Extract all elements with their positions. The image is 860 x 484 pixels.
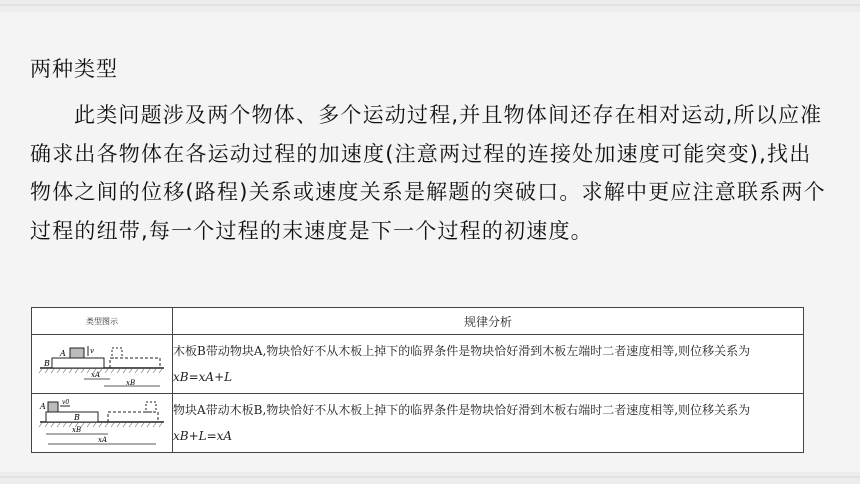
figure-cell-2 bbox=[32, 394, 173, 453]
fig2-label-d2: xA bbox=[98, 436, 108, 444]
header-figure: 类型图示 bbox=[32, 308, 173, 335]
fig2-label-board: B bbox=[74, 413, 80, 422]
block-drives-board-diagram bbox=[36, 397, 168, 449]
analysis-cell-2 bbox=[173, 394, 804, 453]
board-drives-block-diagram bbox=[36, 339, 168, 389]
figure-cell-1 bbox=[32, 335, 173, 394]
table-row bbox=[32, 335, 804, 394]
fig1-label-board: B bbox=[44, 359, 50, 368]
fig1-label-velocity: v bbox=[90, 347, 94, 355]
bottom-stripe bbox=[0, 476, 860, 478]
fig2-label-velocity: v0 bbox=[62, 399, 70, 406]
fig2-label-block: A bbox=[40, 402, 46, 411]
fig2-label-d1: xB bbox=[72, 426, 82, 434]
table-header-row bbox=[32, 308, 804, 335]
top-stripe bbox=[0, 4, 860, 6]
fig1-label-d2: xB bbox=[126, 379, 136, 387]
header-analysis: 规律分析 bbox=[173, 308, 804, 335]
analysis-text: 木板B带动物块A,物块恰好不从木板上掉下的临界条件是物块恰好滑到木板左端时二者速度相等,则位移关系为 bbox=[173, 344, 751, 358]
displacement-formula: xB+L=xA bbox=[173, 429, 233, 443]
body-paragraph: 此类问题涉及两个物体、多个运动过程,并且物体间还存在相对运动,所以应准确求出各物体在各运动过程的加速度(注意两过程的连接处加速度可能突变),找出物体之间的位移(路程)关系或速度关系是解题的突破口。求解中更应注意联系两个过程的纽带,每一个过程的末速度是下一个过程的初速度。 bbox=[30, 103, 826, 243]
displacement-formula: xB=xA+L bbox=[173, 370, 233, 384]
analysis-text: 物块A带动木板B,物块恰好不从木板上掉下的临界条件是物块恰好滑到木板右端时二者速度相等,则位移关系为 bbox=[173, 403, 751, 417]
table-row bbox=[32, 394, 804, 453]
fig1-label-block: A bbox=[60, 349, 66, 358]
analysis-cell-1 bbox=[173, 335, 804, 394]
section-heading: 两种类型 bbox=[30, 57, 118, 81]
fig1-label-d1: xA bbox=[91, 371, 101, 379]
rules-table bbox=[31, 307, 804, 453]
